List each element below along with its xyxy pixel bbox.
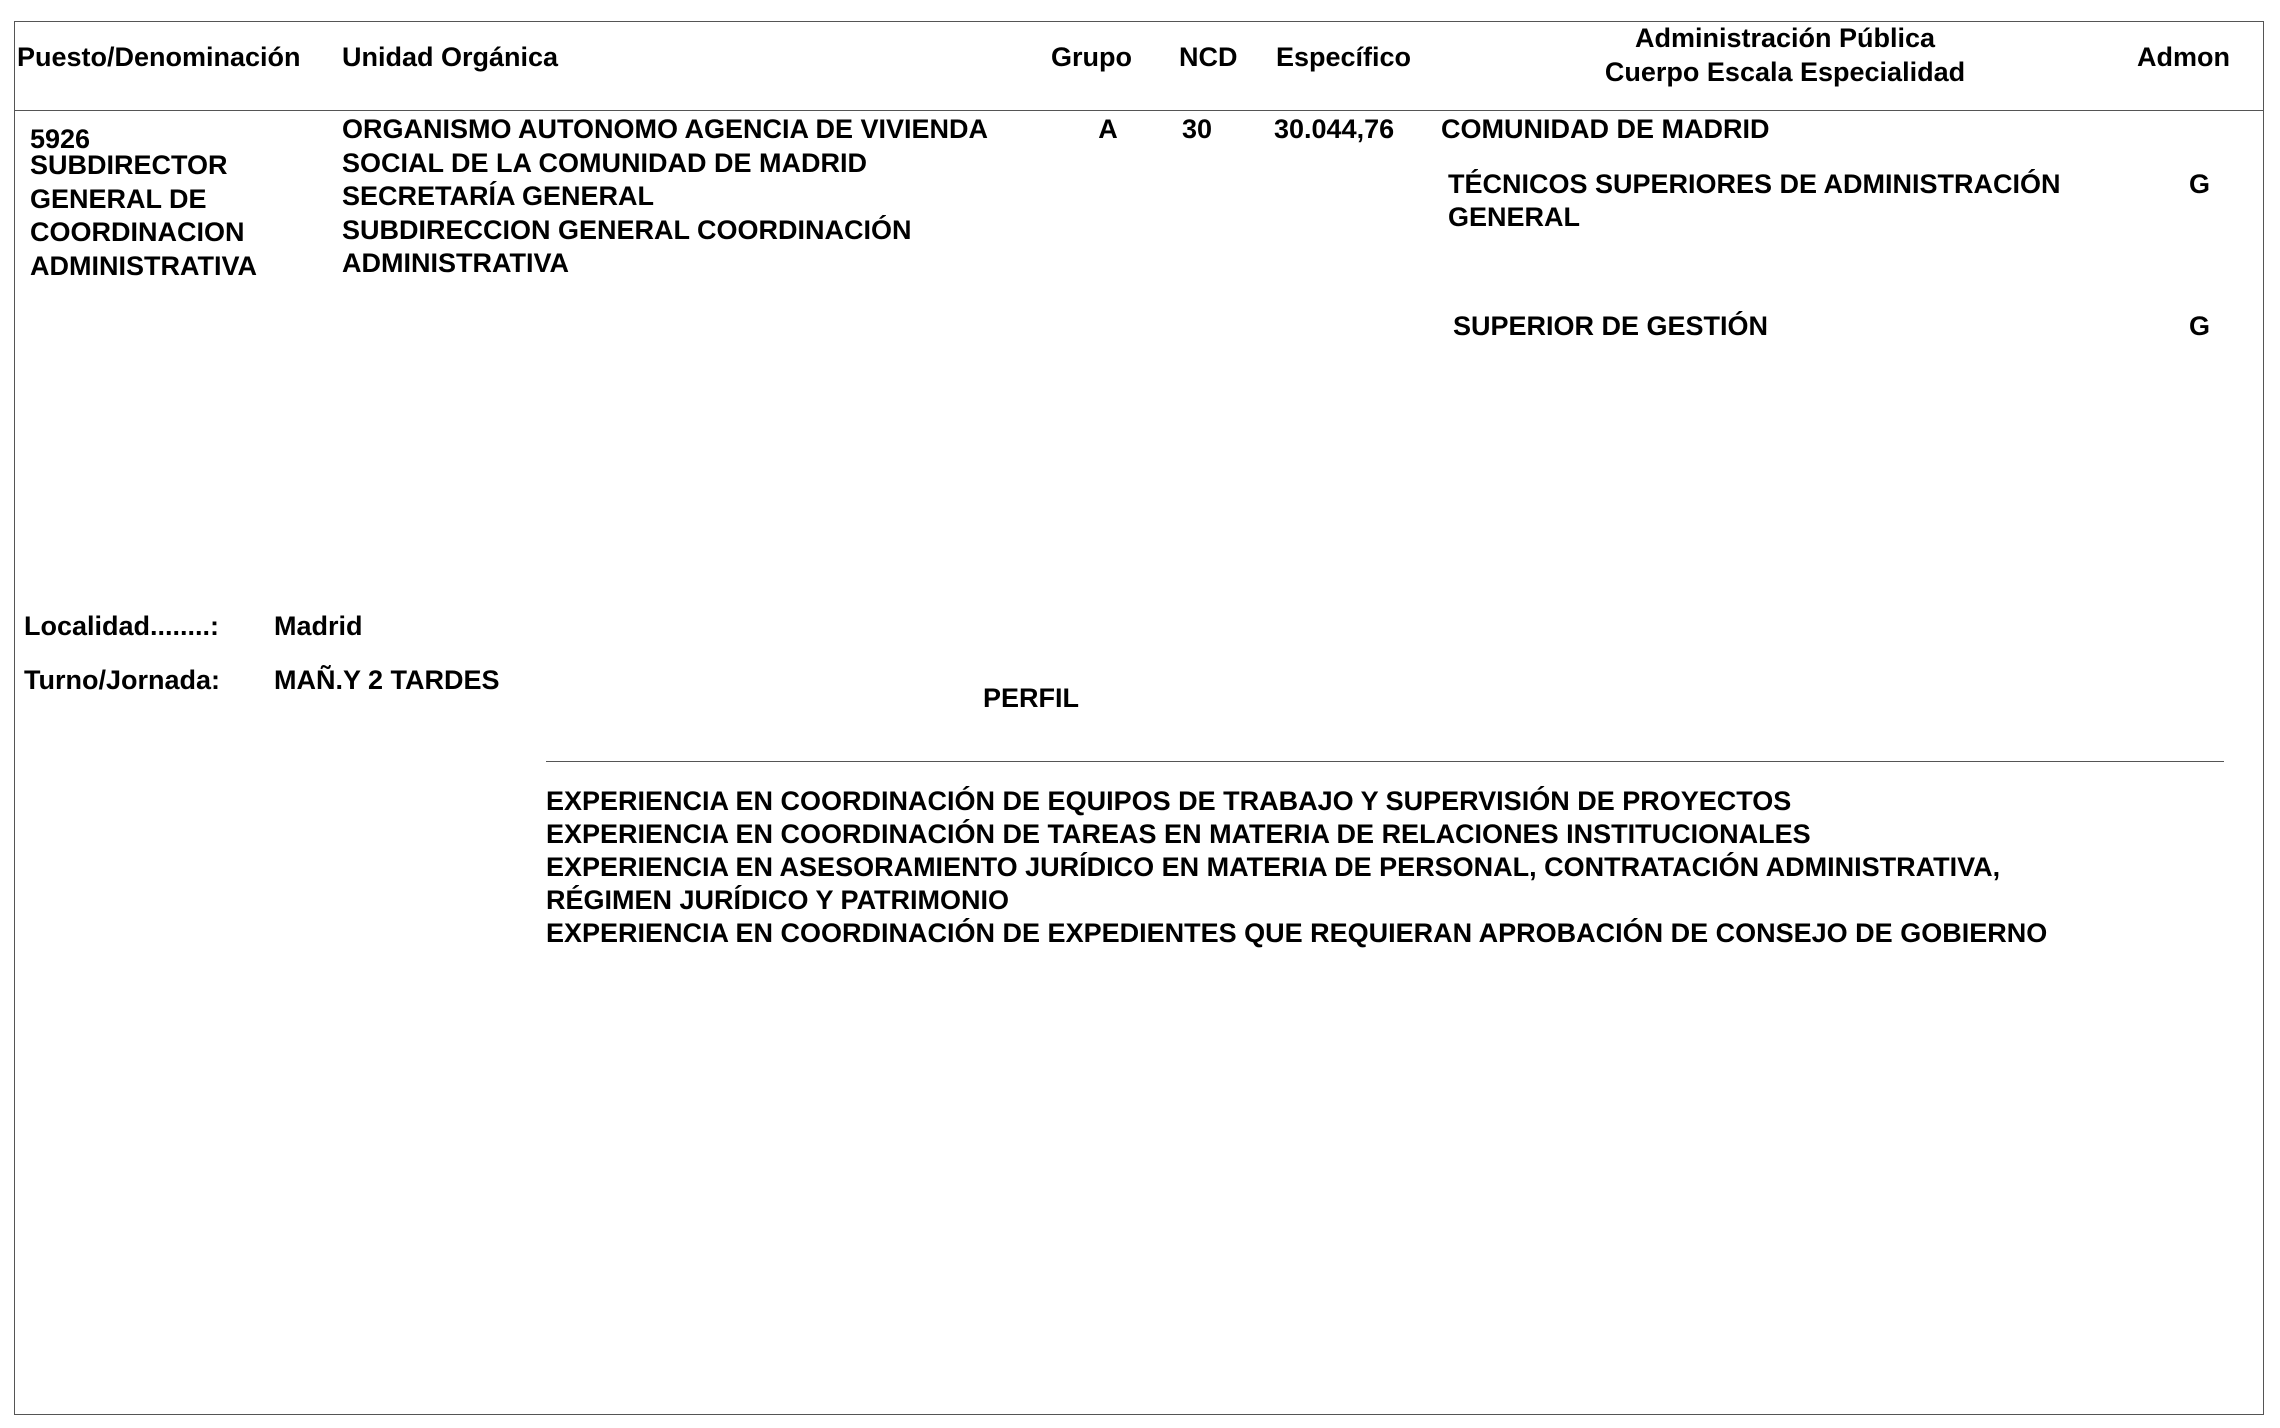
- perfil-line: RÉGIMEN JURÍDICO Y PATRIMONIO: [546, 885, 1010, 915]
- unidad-line: ADMINISTRATIVA: [342, 248, 569, 278]
- cuerpo-admon: G: [2189, 169, 2211, 199]
- puesto-denominacion-line: COORDINACION: [30, 217, 245, 247]
- localidad-value: Madrid: [274, 611, 363, 641]
- unidad-line: SOCIAL DE LA COMUNIDAD DE MADRID: [342, 148, 867, 178]
- perfil-line: EXPERIENCIA EN COORDINACIÓN DE EQUIPOS DE TRABAJO Y SUPERVISIÓN DE PROYECTOS: [546, 786, 1792, 816]
- header-especifico: Específico: [1276, 42, 1412, 72]
- escala-value: SUPERIOR DE GESTIÓN: [1453, 311, 1769, 341]
- unidad-line: SUBDIRECCION GENERAL COORDINACIÓN: [342, 215, 912, 245]
- perfil-divider: [546, 761, 2224, 762]
- puesto-denominacion-line: SUBDIRECTOR: [30, 150, 228, 180]
- perfil-line: EXPERIENCIA EN ASESORAMIENTO JURÍDICO EN MATERIA DE PERSONAL, CONTRATACIÓN ADMINISTRATIVA,: [546, 852, 2001, 882]
- unidad-line: SECRETARÍA GENERAL: [342, 181, 655, 211]
- puesto-code: 5926: [30, 124, 91, 154]
- turno-label: Turno/Jornada:: [24, 665, 221, 695]
- header-cuerpo-escala-especialidad: Cuerpo Escala Especialidad: [1604, 57, 1966, 87]
- header-puesto: Puesto/Denominación: [17, 42, 301, 72]
- administracion-value: COMUNIDAD DE MADRID: [1441, 114, 1770, 144]
- perfil-title: PERFIL: [983, 683, 1080, 713]
- escala-admon: G: [2189, 311, 2211, 341]
- puesto-denominacion-line: ADMINISTRATIVA: [30, 251, 257, 281]
- especifico-value: 30.044,76: [1274, 114, 1395, 144]
- header-administracion-publica: Administración Pública: [1634, 23, 1936, 53]
- turno-value: MAÑ.Y 2 TARDES: [274, 665, 500, 695]
- unidad-line: ORGANISMO AUTONOMO AGENCIA DE VIVIENDA: [342, 114, 989, 144]
- cuerpo-line: TÉCNICOS SUPERIORES DE ADMINISTRACIÓN: [1448, 169, 2061, 199]
- header-unidad: Unidad Orgánica: [342, 42, 559, 72]
- cuerpo-line: GENERAL: [1448, 202, 1581, 232]
- perfil-line: EXPERIENCIA EN COORDINACIÓN DE EXPEDIENTES QUE REQUIERAN APROBACIÓN DE CONSEJO DE GOBIERNO: [546, 918, 2048, 948]
- localidad-label: Localidad........:: [24, 611, 220, 641]
- header-grupo: Grupo: [1051, 42, 1132, 72]
- ncd-value: 30: [1182, 114, 1213, 144]
- header-divider: [14, 110, 2264, 111]
- perfil-line: EXPERIENCIA EN COORDINACIÓN DE TAREAS EN MATERIA DE RELACIONES INSTITUCIONALES: [546, 819, 1811, 849]
- grupo-value: A: [1098, 114, 1118, 144]
- puesto-denominacion-line: GENERAL DE: [30, 184, 207, 214]
- header-admon: Admon: [2137, 42, 2230, 72]
- header-ncd: NCD: [1179, 42, 1238, 72]
